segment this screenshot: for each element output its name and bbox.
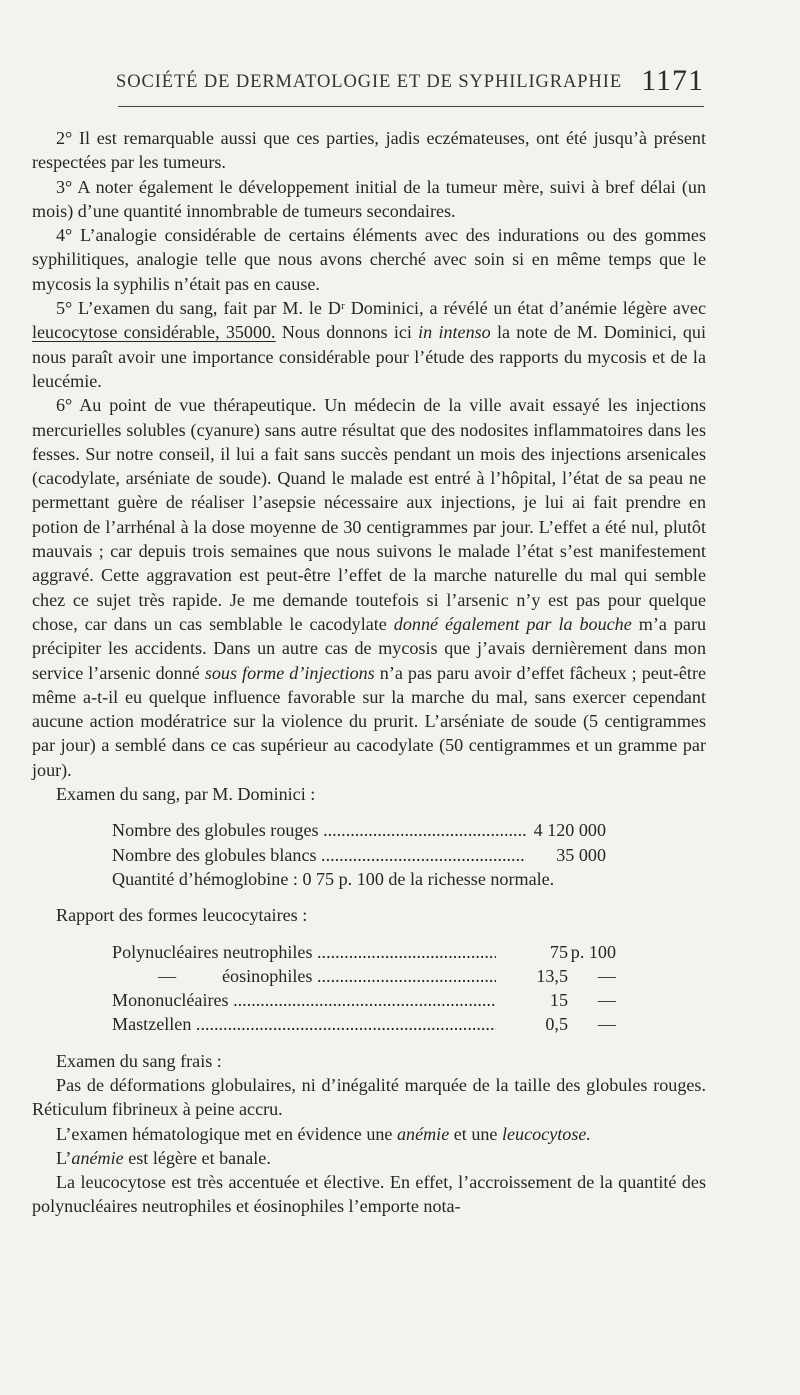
paragraph-anemie: L’anémie est légère et banale. bbox=[56, 1147, 271, 1168]
underlined-leucocytose: leucocytose considérable, 35000. bbox=[32, 322, 276, 343]
cell-row-neutrophiles: Polynucléaires neutrophiles ..... 75 p. 100 bbox=[32, 940, 706, 964]
blood-row-white: Nombre des globules blancs ..... 35 000 bbox=[32, 843, 706, 867]
fresh-exam-heading: Examen du sang frais : bbox=[56, 1050, 222, 1071]
paragraph-5: 5° L’examen du sang, fait par M. le Dʳ Dominici, a révélé un état d’anémie légère avec leucocytose considérable, 35000. Nous donnons ici in intenso la note de M. Dominici, qui nous paraît avoir une importance considérable pour l’étude des rapports du mycosis et de la leucémie. bbox=[32, 298, 707, 391]
header-rule bbox=[118, 106, 704, 107]
running-title: SOCIÉTÉ DE DERMATOLOGIE ET DE SYPHILIGRAPHIE bbox=[116, 72, 623, 92]
exam-heading: Examen du sang, par M. Dominici : bbox=[56, 784, 316, 805]
body-text bbox=[32, 126, 706, 1219]
cell-row-mononucleaires: Mononucléaires ..... 15 — bbox=[32, 988, 706, 1012]
page-number: 1171 bbox=[641, 64, 704, 97]
paragraph-fresh: Pas de déformations globulaires, ni d’inégalité marquée de la taille des globules rouges. Réticulum fibrineux à peine accru. bbox=[32, 1074, 706, 1120]
paragraph-hemato: L’examen hématologique met en évidence une anémie et une leucocytose. bbox=[56, 1123, 591, 1144]
paragraph-4: 4° L’analogie considérable de certains éléments avec des indurations ou des gommes syphilitiques, analogie telle que nous avons cherché avec soin si en même temps que le mycosis la syphilis n’était pas en cause. bbox=[32, 225, 706, 294]
paragraph-3: 3° A noter également le développement initial de la tumeur mère, suivi à bref délai (un mois) d’une quantité innombrable de tumeurs secondaires. bbox=[32, 176, 706, 221]
blood-row-red: Nombre des globules rouges ..... 4 120 000 bbox=[32, 818, 706, 842]
paragraph-2: 2° Il est remarquable aussi que ces parties, jadis eczémateuses, ont été jusqu’à présent respectées par les tumeurs. bbox=[32, 128, 706, 173]
rapport-heading: Rapport des formes leucocytaires : bbox=[56, 905, 308, 926]
cell-row-mastzellen: Mastzellen ..... 0,5 — bbox=[32, 1012, 706, 1036]
blood-count-list bbox=[32, 818, 706, 891]
running-header bbox=[32, 62, 704, 102]
paragraph-6: 6° Au point de vue thérapeutique. Un médecin de la ville avait essayé les injections mercurielles solubles (cyanure) sans autre résultat que des nodosites inflammatoires dans les fesses. Sur notre conseil, il lui a fait sans succès pendant un mois des injections arsenicales (cacodylate, arséniate de soude). Quand le malade est entré à l’hôpital, l’état de sa peau ne permettant guère de réaliser l’asepsie nécessaire aux injections, je lui ai fait prendre en potion de l’arrhénal à la dose moyenne de 30 centigrammes par jour. L’effet a été nul, plutôt mauvais ; car depuis trois semaines que nous suivons le malade l’état s’est manifestement aggravé. Cette aggravation est peut-être l’effet de la marche naturelle du mal qui semble chez ce sujet très rapide. Je me demande toutefois si l’arsenic n’y est pas pour quelque chose, car dans un cas semblable le cacodylate donné également par la bouche m’a paru précipiter les accidents. Dans un autre cas de mycosis que j’avais dernièrement dans mon service l’arsenic donné sous forme d’injections n’a pas paru avoir d’effet fâcheux ; peut-être même a-t-il eu quelque influence favorable sur la marche du mal, sans exercer cependant aucune action modératrice sur la violence du prurit. L’arséniate de soude (5 centigrammes par jour) a semblé dans ce cas supérieur au cacodylate (50 centigrammes et un gramme par jour). bbox=[32, 395, 707, 780]
hemoglobin-row: Quantité d’hémoglobine : 0 75 p. 100 de la richesse normale. bbox=[112, 868, 555, 889]
leucocyte-list bbox=[32, 940, 706, 1037]
paragraph-leucocytose: La leucocytose est très accentuée et élective. En effet, l’accroissement de la quantité des polynucléaires neutrophiles et éosinophiles l’emporte nota- bbox=[32, 1172, 706, 1217]
cell-row-eosinophiles: — éosinophiles ..... 13,5 — bbox=[32, 964, 706, 988]
